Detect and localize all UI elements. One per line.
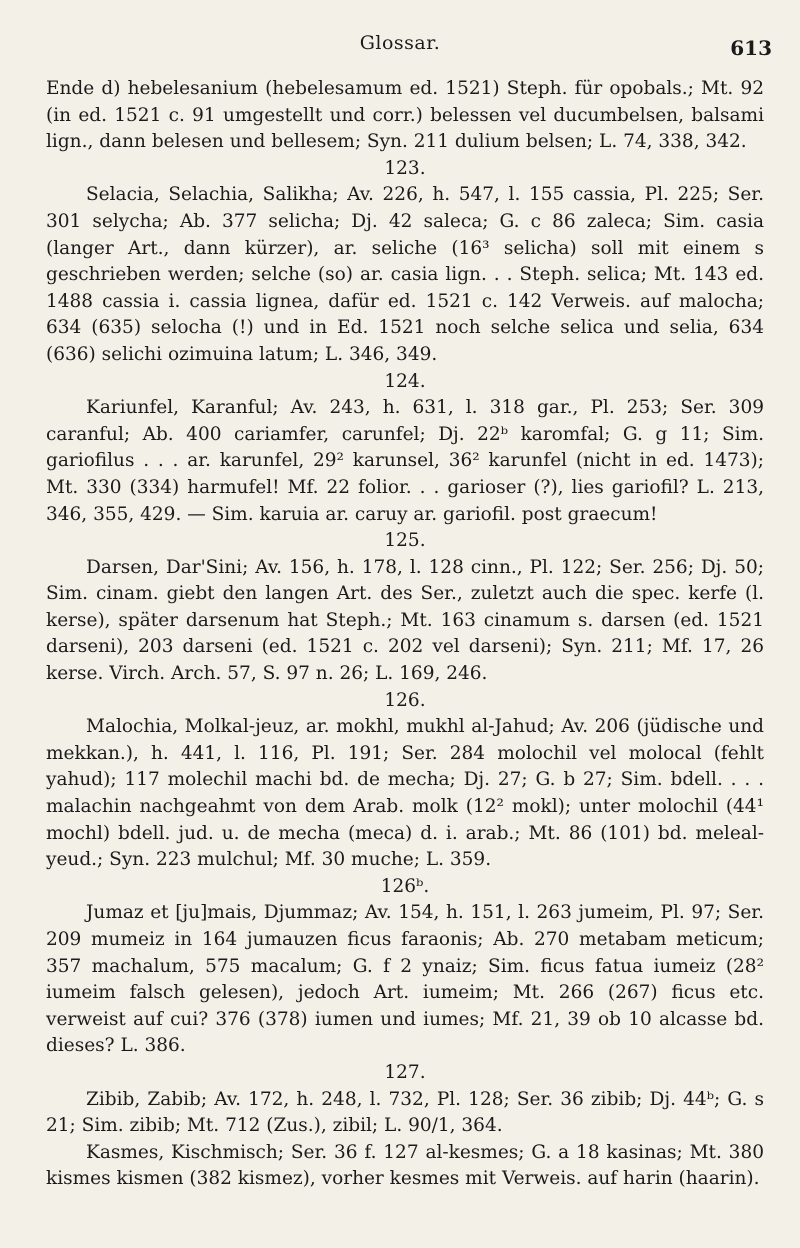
entry-paragraph: Darsen, Dar'Sini; Av. 156, h. 178, l. 128 cinn., Pl. 122; Ser. 256; Dj. 50; Sim. cinam. giebt den langen Art. des Ser., zuletzt auch die spec. kerfe (l. kerse), später darsenum hat Steph.; Mt. 163 cinamum s. darsen (ed. 1521 darseni), 203 darseni (ed. 1521 c. 202 vel darseni); Syn. 211; Mf. 17, 26 kerse. Virch. Arch. 57, S. 97 n. 26; L. 169, 246.: [46, 556, 764, 685]
entry-paragraph: Ende d) hebelesanium (hebelesamum ed. 1521) Steph. für opobals.; Mt. 92 (in ed. 1521 c. 91 umgestellt und corr.) belessen vel ducumbelsen, balsami lign., dann belesen und bellesem; Syn. 211 dulium belsen; L. 74, 338, 342.: [46, 78, 764, 153]
entry-number: 126ᵇ.: [380, 875, 430, 897]
page-number: 613: [730, 36, 772, 60]
glossary-body: [46, 76, 764, 1193]
page-header: [0, 32, 800, 62]
entry-paragraph: Selacia, Selachia, Salikha; Av. 226, h. 547, l. 155 cassia, Pl. 225; Ser. 301 selycha; Ab. 377 selicha; Dj. 42 saleca; G. c 86 zaleca; Sim. casia (langer Art., dann kürzer), ar. seliche (16³ selicha) soll mit einem s geschrieben werden; selche (so) ar. casia lign. . . Steph. selica; Mt. 143 ed. 1488 cassia i. cassia lignea, dafür ed. 1521 c. 142 Verweis. auf malocha; 634 (635) selocha (!) und in Ed. 1521 noch selche selica und selia, 634 (636) selichi ozimuina latum; L. 346, 349.: [46, 184, 764, 365]
entry-paragraph: Kariunfel, Karanful; Av. 243, h. 631, l. 318 gar., Pl. 253; Ser. 309 caranful; Ab. 400 cariamfer, carunfel; Dj. 22ᵇ karomfal; G. g 11; Sim. gariofilus . . . ar. karunfel, 29² karunsel, 36² karunfel (nicht in ed. 1473); Mt. 330 (334) harmufel! Mf. 22 folior. . . garioser (?), lies gariofil? L. 213, 346, 355, 429. — Sim. karuia ar. caruy ar. gariofil. post graecum!: [46, 397, 764, 525]
entry-paragraph: Zibib, Zabib; Av. 172, h. 248, l. 732, Pl. 128; Ser. 36 zibib; Dj. 44ᵇ; G. s 21; Sim. zibib; Mt. 712 (Zus.), zibil; L. 90/1, 364.: [46, 1088, 764, 1137]
entry-number: 124.: [384, 370, 426, 392]
entry-number: 126.: [384, 689, 426, 711]
entry-paragraph: Malochia, Molkal-jeuz, ar. mokhl, mukhl al-Jahud; Av. 206 (jüdische und mekkan.), h. 441, l. 116, Pl. 191; Ser. 284 molochil vel molocal (fehlt yahud); 117 molechil machi bd. de mecha; Dj. 27; G. b 27; Sim. bdell. . . . malachin nachgeahmt von dem Arab. molk (12² mokl); unter molochil (44¹ mochl) bdell. jud. u. de mecha (meca) d. i. arab.; Mt. 86 (101) bd. meleal-yeud.; Syn. 223 mulchul; Mf. 30 muche; L. 359.: [46, 716, 764, 871]
entry-number: 125.: [384, 530, 426, 552]
running-title: Glossar.: [359, 32, 441, 54]
entry-number: 123.: [384, 157, 426, 179]
entry-paragraph: Kasmes, Kischmisch; Ser. 36 f. 127 al-kesmes; G. a 18 kasinas; Mt. 380 kismes kismen (382 kismez), vorher kesmes mit Verweis. auf harin (haarin).: [46, 1141, 764, 1190]
entry-paragraph: Jumaz et [ju]mais, Djummaz; Av. 154, h. 151, l. 263 jumeim, Pl. 97; Ser. 209 mumeiz in 164 jumauzen ficus faraonis; Ab. 270 metabam meticum; 357 machalum, 575 macalum; G. f 2 ynaiz; Sim. ficus fatua iumeiz (28² iumeim falsch gelesen), jedoch Art. iumeim; Mt. 266 (267) ficus etc. verweist auf cui? 376 (378) iumen und iumes; Mf. 21, 39 ob 10 alcasse bd. dieses? L. 386.: [46, 902, 764, 1057]
entry-number: 127.: [384, 1061, 426, 1083]
